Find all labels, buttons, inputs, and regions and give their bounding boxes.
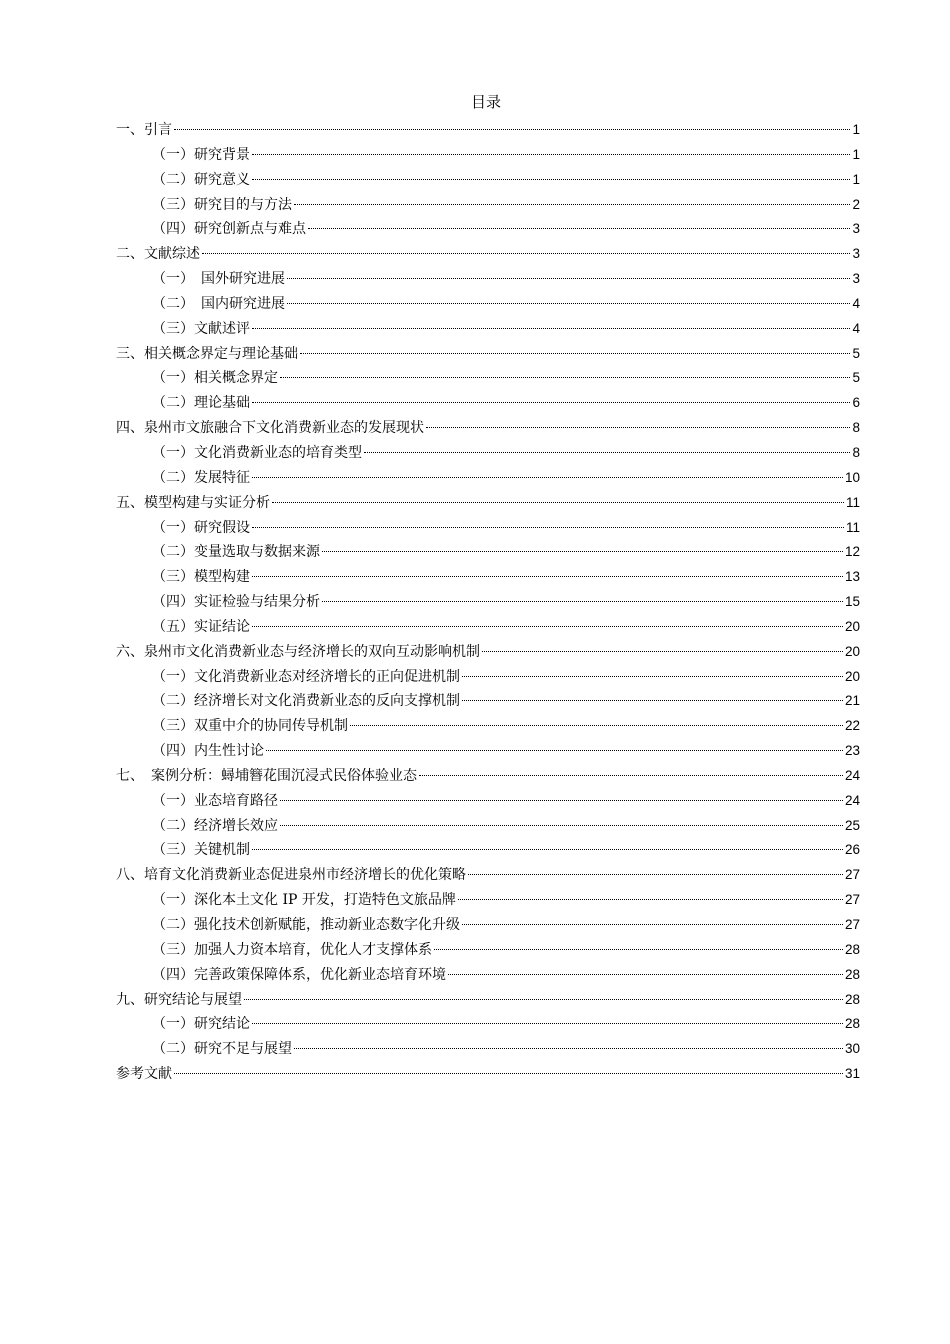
toc-chapter-entry[interactable] <box>116 764 860 789</box>
toc-dot-leader <box>252 527 844 528</box>
toc-entry-label: （一） 国外研究进展 <box>152 271 285 288</box>
toc-section-entry[interactable] <box>116 714 860 739</box>
toc-entry-label: （四）内生性讨论 <box>152 743 264 760</box>
toc-section-entry[interactable] <box>116 516 860 541</box>
toc-dot-leader <box>280 825 843 826</box>
toc-chapter-entry[interactable] <box>116 242 860 267</box>
toc-dot-leader <box>174 1073 843 1074</box>
toc-dot-leader <box>426 427 850 428</box>
toc-dot-leader <box>308 228 850 229</box>
toc-dot-leader <box>252 576 843 577</box>
toc-section-entry[interactable] <box>116 590 860 615</box>
toc-entry-label: （四）完善政策保障体系，优化新业态培育环境 <box>152 966 446 983</box>
toc-dot-leader <box>448 974 843 975</box>
toc-dot-leader <box>252 1023 843 1024</box>
toc-entry-label: （一）文化消费新业态对经济增长的正向促进机制 <box>152 668 460 685</box>
toc-entry-label: （三）加强人力资本培育，优化人才支撑体系 <box>152 941 432 958</box>
toc-page-number: 27 <box>844 892 860 908</box>
toc-entry-label: （三）文献述评 <box>152 320 250 337</box>
toc-entry-label: 九、研究结论与展望 <box>116 991 242 1008</box>
toc-dot-leader <box>252 402 850 403</box>
toc-entry-label: （一）深化本土文化 IP 开发，打造特色文旅品牌 <box>152 892 456 909</box>
toc-dot-leader <box>202 253 850 254</box>
toc-section-entry[interactable] <box>116 391 860 416</box>
toc-page-number: 24 <box>844 767 860 783</box>
toc-entry-label: 五、模型构建与实证分析 <box>116 494 270 511</box>
toc-page-number: 8 <box>852 444 860 460</box>
toc-page-number: 4 <box>852 295 860 311</box>
toc-entry-label: （二）研究不足与展望 <box>152 1041 292 1058</box>
toc-entry-label: （三）双重中介的协同传导机制 <box>152 718 348 735</box>
toc-entry-label: 四、泉州市文旅融合下文化消费新业态的发展现状 <box>116 420 424 437</box>
toc-dot-leader <box>434 949 843 950</box>
toc-page-number: 24 <box>844 792 860 808</box>
toc-entry-label: （二） 国内研究进展 <box>152 295 285 312</box>
toc-entry-label: 六、泉州市文化消费新业态与经济增长的双向互动影响机制 <box>116 643 480 660</box>
toc-page-number: 25 <box>844 817 860 833</box>
toc-page-number: 1 <box>852 146 860 162</box>
toc-section-entry[interactable] <box>116 838 860 863</box>
toc-section-entry[interactable] <box>116 366 860 391</box>
toc-section-entry[interactable] <box>116 441 860 466</box>
toc-chapter-entry[interactable] <box>116 491 860 516</box>
toc-dot-leader <box>272 502 844 503</box>
toc-page-number: 2 <box>852 196 860 212</box>
toc-dot-leader <box>174 129 850 130</box>
toc-entry-label: （一）相关概念界定 <box>152 370 278 387</box>
toc-chapter-entry[interactable] <box>116 118 860 143</box>
toc-section-entry[interactable] <box>116 540 860 565</box>
toc-section-entry[interactable] <box>116 317 860 342</box>
toc-dot-leader <box>482 651 843 652</box>
toc-entry-label: （三）模型构建 <box>152 569 250 586</box>
toc-page-number: 1 <box>852 171 860 187</box>
toc-page-number: 27 <box>844 867 860 883</box>
toc-entry-label: （一）研究背景 <box>152 146 250 163</box>
toc-page-number: 11 <box>845 494 860 510</box>
toc-dot-leader <box>462 676 843 677</box>
toc-entry-label: （二）经济增长效应 <box>152 817 278 834</box>
toc-section-entry[interactable] <box>116 615 860 640</box>
toc-dot-leader <box>294 204 850 205</box>
toc-dot-leader <box>322 601 843 602</box>
toc-entry-label: 七、 案例分析：蟳埔簪花围沉浸式民俗体验业态 <box>116 767 417 784</box>
toc-entry-label: （二）强化技术创新赋能，推动新业态数字化升级 <box>152 917 460 933</box>
toc-entry-label: （四）研究创新点与难点 <box>152 221 306 238</box>
toc-dot-leader <box>252 477 843 478</box>
table-of-contents <box>116 118 860 1087</box>
toc-page-number: 3 <box>852 271 860 287</box>
toc-dot-leader <box>244 999 843 1000</box>
toc-section-entry[interactable] <box>116 913 860 938</box>
toc-entry-label: 二、文献综述 <box>116 246 200 263</box>
toc-chapter-entry[interactable] <box>116 416 860 441</box>
toc-entry-label: 三、相关概念界定与理论基础 <box>116 345 298 362</box>
toc-page-number: 8 <box>852 420 860 436</box>
toc-page-number: 26 <box>844 842 860 858</box>
toc-entry-label: （二）变量选取与数据来源 <box>152 544 320 561</box>
toc-page-number: 11 <box>845 519 860 535</box>
toc-page-number: 28 <box>844 966 860 982</box>
toc-dot-leader <box>364 452 850 453</box>
toc-page-number: 23 <box>844 743 860 759</box>
toc-chapter-entry[interactable] <box>116 342 860 367</box>
toc-page-number: 13 <box>844 569 860 585</box>
toc-page-number: 20 <box>844 668 860 684</box>
toc-dot-leader <box>280 800 843 801</box>
toc-entry-label: （二）经济增长对文化消费新业态的反向支撑机制 <box>152 693 460 710</box>
toc-entry-label: 参考文献 <box>116 1066 172 1083</box>
toc-page-number: 1 <box>852 122 860 137</box>
toc-dot-leader <box>462 700 843 701</box>
toc-dot-leader <box>252 179 850 180</box>
toc-title: 目录 <box>470 93 501 111</box>
toc-dot-leader <box>468 874 843 875</box>
toc-page-number: 30 <box>844 1041 860 1057</box>
toc-section-entry[interactable] <box>116 466 860 491</box>
toc-page-number: 28 <box>844 991 860 1007</box>
toc-page-number: 5 <box>852 345 860 361</box>
toc-page-number: 27 <box>844 917 860 932</box>
toc-dot-leader <box>462 924 843 925</box>
toc-entry-label: （二）研究意义 <box>152 171 250 188</box>
toc-chapter-entry[interactable] <box>116 988 860 1013</box>
toc-page-number: 22 <box>844 718 860 734</box>
toc-section-entry[interactable] <box>116 814 860 839</box>
toc-page-number: 20 <box>844 618 860 634</box>
toc-page-number: 31 <box>844 1066 860 1082</box>
toc-chapter-entry[interactable] <box>116 1062 860 1087</box>
toc-dot-leader <box>458 899 843 900</box>
toc-page-number: 10 <box>844 469 860 485</box>
toc-dot-leader <box>322 551 843 552</box>
toc-page-number: 6 <box>852 395 860 411</box>
toc-page-number: 3 <box>852 221 860 237</box>
toc-section-entry[interactable] <box>116 938 860 963</box>
toc-chapter-entry[interactable] <box>116 640 860 665</box>
toc-entry-label: （三）研究目的与方法 <box>152 196 292 213</box>
toc-page-number: 5 <box>852 370 860 386</box>
toc-entry-label: （二）理论基础 <box>152 395 250 412</box>
toc-dot-leader <box>287 303 850 304</box>
toc-entry-label: （一）业态培育路径 <box>152 792 278 809</box>
toc-section-entry[interactable] <box>116 565 860 590</box>
toc-dot-leader <box>252 626 843 627</box>
toc-entry-label: （一）研究结论 <box>152 1016 250 1033</box>
toc-section-entry[interactable] <box>116 888 860 913</box>
toc-dot-leader <box>252 154 850 155</box>
toc-entry-label: 八、培育文化消费新业态促进泉州市经济增长的优化策略 <box>116 867 466 884</box>
toc-section-entry[interactable] <box>116 168 860 193</box>
toc-dot-leader <box>419 775 843 776</box>
toc-section-entry[interactable] <box>116 292 860 317</box>
toc-section-entry[interactable] <box>116 739 860 764</box>
toc-dot-leader <box>252 849 843 850</box>
toc-section-entry[interactable] <box>116 193 860 218</box>
toc-dot-leader <box>350 725 843 726</box>
toc-page-number: 3 <box>852 246 860 262</box>
toc-dot-leader <box>300 353 850 354</box>
toc-section-entry[interactable] <box>116 143 860 168</box>
toc-entry-label: （一）文化消费新业态的培育类型 <box>152 444 362 461</box>
toc-entry-label: （一）研究假设 <box>152 519 250 536</box>
toc-section-entry[interactable] <box>116 267 860 292</box>
toc-section-entry[interactable] <box>116 963 860 988</box>
toc-page-number: 28 <box>844 1016 860 1032</box>
toc-dot-leader <box>294 1048 843 1049</box>
toc-section-entry[interactable] <box>116 1037 860 1062</box>
toc-dot-leader <box>266 750 843 751</box>
toc-entry-label: （二）发展特征 <box>152 469 250 486</box>
toc-page-number: 4 <box>852 320 860 336</box>
toc-section-entry[interactable] <box>116 689 860 714</box>
toc-page-number: 28 <box>844 941 860 957</box>
toc-entry-label: （五）实证结论 <box>152 618 250 635</box>
toc-page-number: 20 <box>844 643 860 659</box>
toc-section-entry[interactable] <box>116 665 860 690</box>
toc-entry-label: 一、引言 <box>116 122 172 138</box>
toc-section-entry[interactable] <box>116 789 860 814</box>
toc-section-entry[interactable] <box>116 217 860 242</box>
toc-chapter-entry[interactable] <box>116 863 860 888</box>
toc-entry-label: （三）关键机制 <box>152 842 250 859</box>
toc-dot-leader <box>280 377 850 378</box>
toc-page-number: 12 <box>844 544 860 560</box>
toc-section-entry[interactable] <box>116 1012 860 1037</box>
toc-page-number: 21 <box>844 693 860 709</box>
toc-dot-leader <box>252 328 850 329</box>
toc-page-number: 15 <box>844 594 860 610</box>
toc-entry-label: （四）实证检验与结果分析 <box>152 594 320 611</box>
toc-dot-leader <box>287 278 850 279</box>
